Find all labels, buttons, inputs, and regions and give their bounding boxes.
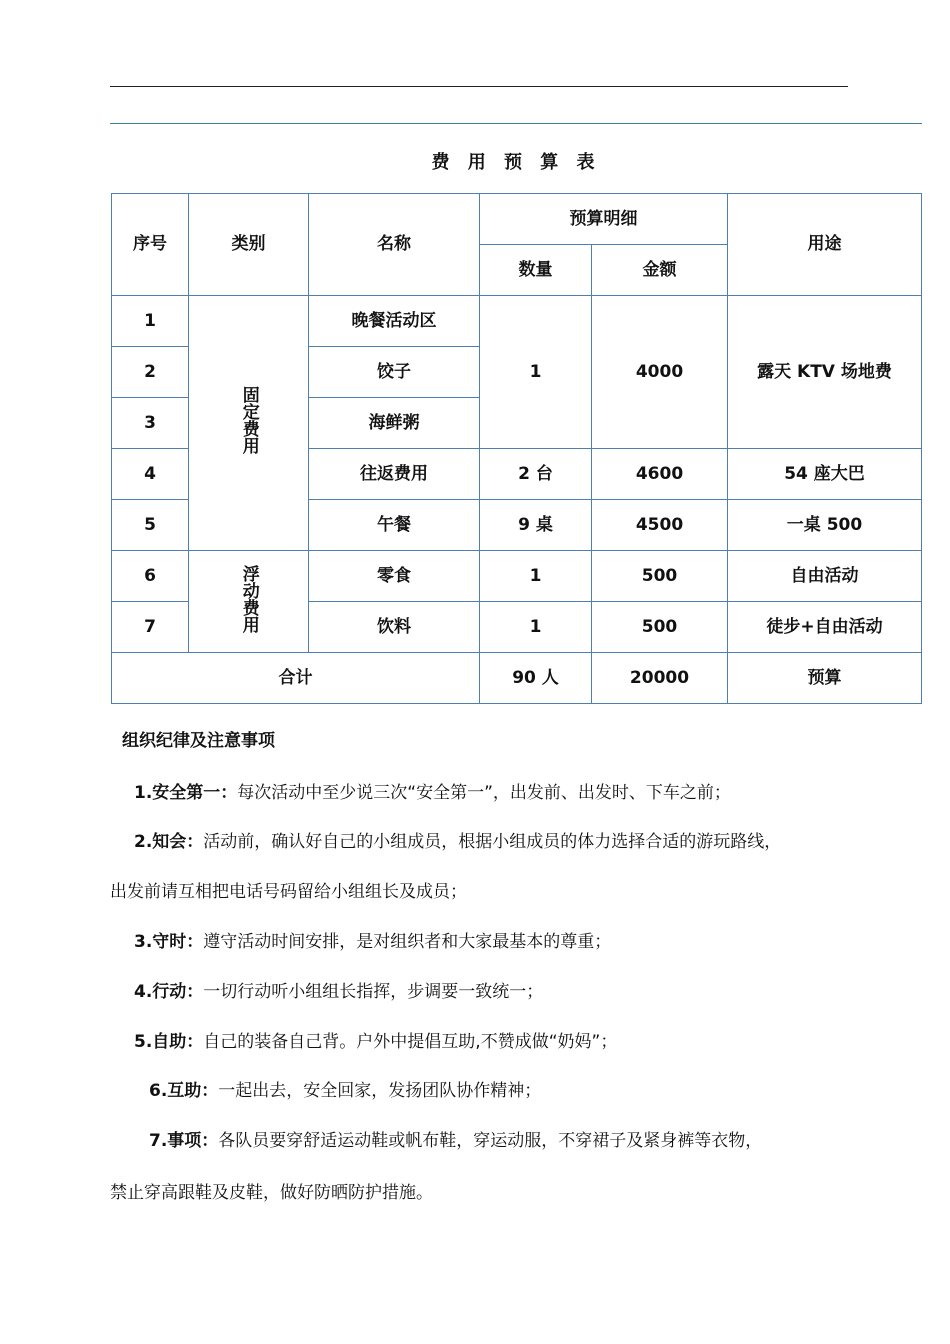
category-fixed: 固定费用 xyxy=(189,296,309,551)
total-quantity: 90 人 xyxy=(480,653,592,704)
note-item xyxy=(149,1126,762,1151)
note-item-continuation: 禁止穿高跟鞋及皮鞋，做好防晒防护措施。 xyxy=(110,1183,433,1203)
note-label: 3.守时： xyxy=(134,932,204,952)
row-name: 午餐 xyxy=(309,500,480,551)
table-total-row xyxy=(112,653,922,704)
section-rule xyxy=(110,123,922,124)
group-quantity: 1 xyxy=(480,296,592,449)
row-quantity: 1 xyxy=(480,602,592,653)
table-row xyxy=(112,551,922,602)
row-name: 饺子 xyxy=(309,347,480,398)
note-item xyxy=(134,977,543,1002)
note-label: 1.安全第一： xyxy=(134,783,238,803)
row-amount: 4600 xyxy=(592,449,728,500)
note-text: 一切行动听小组组长指挥，步调要一致统一； xyxy=(203,982,544,1002)
note-item xyxy=(134,1027,617,1052)
note-text: 每次活动中至少说三次“安全第一”，出发前、出发时、下车之前； xyxy=(237,783,731,803)
row-amount: 500 xyxy=(592,602,728,653)
row-index: 5 xyxy=(112,500,189,551)
table-title: 费 用 预 算 表 xyxy=(431,152,601,173)
row-usage: 一桌 500 xyxy=(728,500,922,551)
header-usage: 用途 xyxy=(728,194,922,296)
notes-heading: 组织纪律及注意事项 xyxy=(122,731,275,751)
row-index: 7 xyxy=(112,602,189,653)
total-amount: 20000 xyxy=(592,653,728,704)
note-item xyxy=(134,927,611,952)
row-usage: 徒步+自由活动 xyxy=(728,602,922,653)
note-label: 4.行动： xyxy=(134,982,204,1002)
category-floating: 浮动费用 xyxy=(189,551,309,653)
budget-table xyxy=(111,193,922,704)
row-name: 晚餐活动区 xyxy=(309,296,480,347)
total-usage: 预算 xyxy=(728,653,922,704)
header-category: 类别 xyxy=(189,194,309,296)
row-index: 6 xyxy=(112,551,189,602)
note-text: 遵守活动时间安排，是对组织者和大家最基本的尊重； xyxy=(203,932,612,952)
row-amount: 4500 xyxy=(592,500,728,551)
note-item xyxy=(134,827,781,852)
group-amount: 4000 xyxy=(592,296,728,449)
table-header-row xyxy=(112,194,922,245)
row-index: 1 xyxy=(112,296,189,347)
table-row xyxy=(112,296,922,347)
header-rule xyxy=(110,86,848,87)
header-amount: 金额 xyxy=(592,245,728,296)
note-text: 自己的装备自己背。户外中提倡互助,不赞成做“奶妈”； xyxy=(203,1032,618,1052)
row-name: 往返费用 xyxy=(309,449,480,500)
header-name: 名称 xyxy=(309,194,480,296)
header-budget-detail: 预算明细 xyxy=(480,194,728,245)
header-quantity: 数量 xyxy=(480,245,592,296)
row-index: 2 xyxy=(112,347,189,398)
row-index: 3 xyxy=(112,398,189,449)
note-label: 5.自助： xyxy=(134,1032,204,1052)
note-item xyxy=(149,1076,541,1101)
row-quantity: 1 xyxy=(480,551,592,602)
row-amount: 500 xyxy=(592,551,728,602)
row-name: 零食 xyxy=(309,551,480,602)
header-index: 序号 xyxy=(112,194,189,296)
row-usage: 54 座大巴 xyxy=(728,449,922,500)
note-label: 2.知会： xyxy=(134,832,204,852)
row-name: 饮料 xyxy=(309,602,480,653)
note-text: 活动前，确认好自己的小组成员，根据小组成员的体力选择合适的游玩路线， xyxy=(203,832,782,852)
row-usage: 自由活动 xyxy=(728,551,922,602)
row-quantity: 9 桌 xyxy=(480,500,592,551)
note-text: 各队员要穿舒适运动鞋或帆布鞋，穿运动服，不穿裙子及紧身裤等衣物， xyxy=(218,1131,763,1151)
row-name: 海鲜粥 xyxy=(309,398,480,449)
row-index: 4 xyxy=(112,449,189,500)
note-label: 7.事项： xyxy=(149,1131,219,1151)
row-quantity: 2 台 xyxy=(480,449,592,500)
note-text: 一起出去，安全回家，发扬团队协作精神； xyxy=(218,1081,542,1101)
total-label: 合计 xyxy=(112,653,480,704)
note-item xyxy=(134,778,731,803)
note-item-continuation: 出发前请互相把电话号码留给小组组长及成员； xyxy=(110,882,467,902)
note-label: 6.互助： xyxy=(149,1081,219,1101)
group-usage: 露天 KTV 场地费 xyxy=(728,296,922,449)
